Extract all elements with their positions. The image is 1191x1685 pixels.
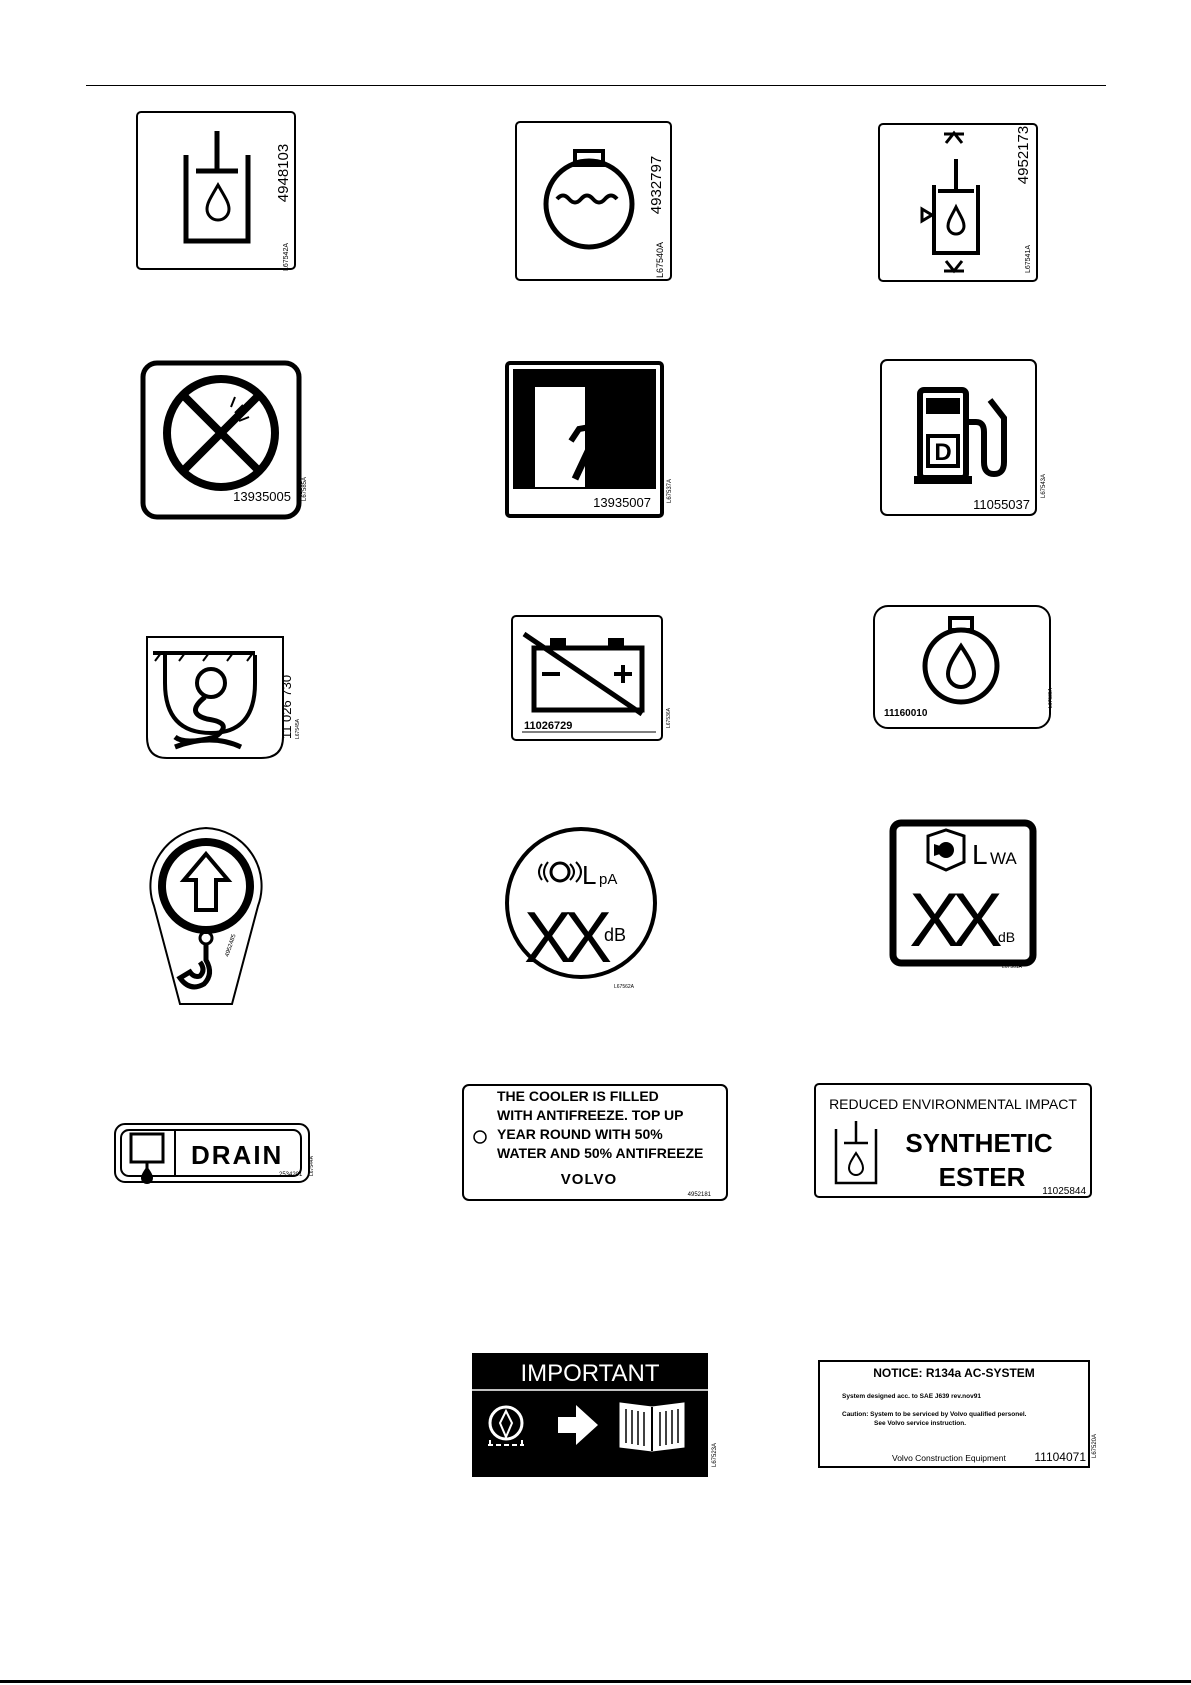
diesel-fuel-decal (880, 358, 1048, 518)
hydraulic-level-decal (878, 123, 1048, 283)
drain-text: DRAIN (191, 1140, 284, 1170)
ref-code: L67545A (295, 718, 301, 740)
notice-line-3: YEAR ROUND WITH 50% (497, 1126, 663, 1142)
important-title: IMPORTANT (520, 1360, 660, 1387)
part-number: 11055037 (973, 497, 1030, 512)
hydraulic-tank-icon (186, 131, 248, 241)
part-number: 11025844 (1042, 1186, 1086, 1197)
sound-power-decal (890, 820, 1046, 972)
hydraulic-oil-decal (136, 111, 306, 273)
part-number: 11 026 730 (279, 674, 294, 740)
part-number: 2534201 (279, 1172, 303, 1178)
ref-code: L67520A (1092, 1433, 1098, 1459)
ref-code: L67561A (1002, 964, 1023, 970)
notice-line-4: WATER AND 50% ANTIFREEZE (497, 1145, 704, 1161)
ref-code: L67539A (1048, 687, 1054, 709)
part-number: 4932797 (648, 155, 665, 215)
ref-code: L67537A (667, 478, 673, 504)
fuel-letter: D (934, 439, 952, 466)
ester-text: ESTER (938, 1162, 1026, 1192)
ref-code: L67542A (283, 242, 290, 272)
notice-line-3: See Volvo service instruction. (874, 1420, 966, 1427)
notice-line-2: Caution: System to be serviced by Volvo qualified personel. (842, 1411, 1027, 1418)
coolant-tank-icon (546, 151, 632, 247)
ac-notice-decal (818, 1360, 1100, 1472)
footer-rule (0, 1680, 1191, 1683)
synthetic-text: SYNTHETIC (905, 1128, 1053, 1158)
hydraulic-tank-icon (836, 1121, 876, 1183)
lifting-hook-decal (146, 826, 266, 1008)
part-number: 13935007 (593, 495, 651, 510)
part-number: 11160010 (884, 708, 928, 719)
part-number: 4952173 (1015, 125, 1032, 185)
hearing-icon (539, 862, 581, 882)
fuel-pump-icon (914, 390, 1004, 484)
footer-brand: Volvo Construction Equipment (892, 1453, 1006, 1463)
unit-main: L (582, 860, 597, 890)
cooler-antifreeze-decal (461, 1083, 731, 1203)
sound-value: XX (909, 878, 995, 963)
sound-pressure-decal (504, 826, 666, 992)
notice-line-2: WITH ANTIFREEZE. TOP UP (497, 1107, 684, 1123)
engine-oil-decal (872, 604, 1054, 730)
unit-sub: pA (599, 871, 618, 888)
notice-line-1: THE COOLER IS FILLED (497, 1088, 659, 1104)
important-decal (472, 1353, 717, 1480)
lifting-strap-decal (145, 633, 305, 763)
mounting-hole (474, 1131, 486, 1143)
sound-unit: dB (604, 925, 627, 945)
part-number: 13935005 (233, 489, 291, 504)
notice-title: NOTICE: R134a AC-SYSTEM (873, 1366, 1035, 1380)
part-number: 4952485 (224, 933, 238, 958)
part-number: 4952181 (687, 1192, 711, 1198)
hydraulic-level-icon (922, 133, 978, 271)
brand-logo: VOLVO (560, 1171, 618, 1188)
ref-code: L67544A (309, 1155, 315, 1177)
sound-value: XX (523, 898, 605, 978)
battery-icon (524, 634, 642, 714)
lifting-hook-icon (162, 842, 250, 987)
part-number: 11026729 (524, 720, 573, 732)
notice-line-1: System designed acc. to SAE J639 rev.nov91 (842, 1393, 981, 1400)
no-pressure-wash-decal (141, 361, 306, 519)
ref-code: L67585A (302, 476, 308, 502)
emergency-exit-decal (505, 361, 673, 519)
manual-book-icon (620, 1403, 684, 1451)
no-pressure-wash-icon (167, 379, 275, 487)
drain-decal (113, 1120, 318, 1188)
ref-code: L67562A (614, 984, 635, 990)
unit-sub: WA (990, 849, 1017, 868)
sound-source-icon (928, 830, 964, 870)
ref-code: L67543A (1041, 473, 1047, 499)
ref-code: L67541A (1025, 244, 1032, 274)
unit-main: L (972, 839, 988, 870)
part-number: 4948103 (275, 143, 292, 203)
ref-code: L67536A (666, 707, 672, 729)
ref-code: L67540A (655, 241, 665, 279)
header-text: REDUCED ENVIRONMENTAL IMPACT (829, 1096, 1077, 1112)
part-number: 11104071 (1034, 1450, 1086, 1464)
lifting-strap-icon (153, 653, 255, 747)
ref-code: L67523A (712, 1442, 718, 1468)
coolant-decal (515, 121, 680, 283)
synthetic-ester-decal (814, 1083, 1094, 1199)
header-rule (86, 85, 1106, 86)
engine-oil-icon (925, 618, 997, 702)
battery-disconnect-decal (510, 614, 672, 742)
sound-unit: dB (998, 929, 1016, 945)
